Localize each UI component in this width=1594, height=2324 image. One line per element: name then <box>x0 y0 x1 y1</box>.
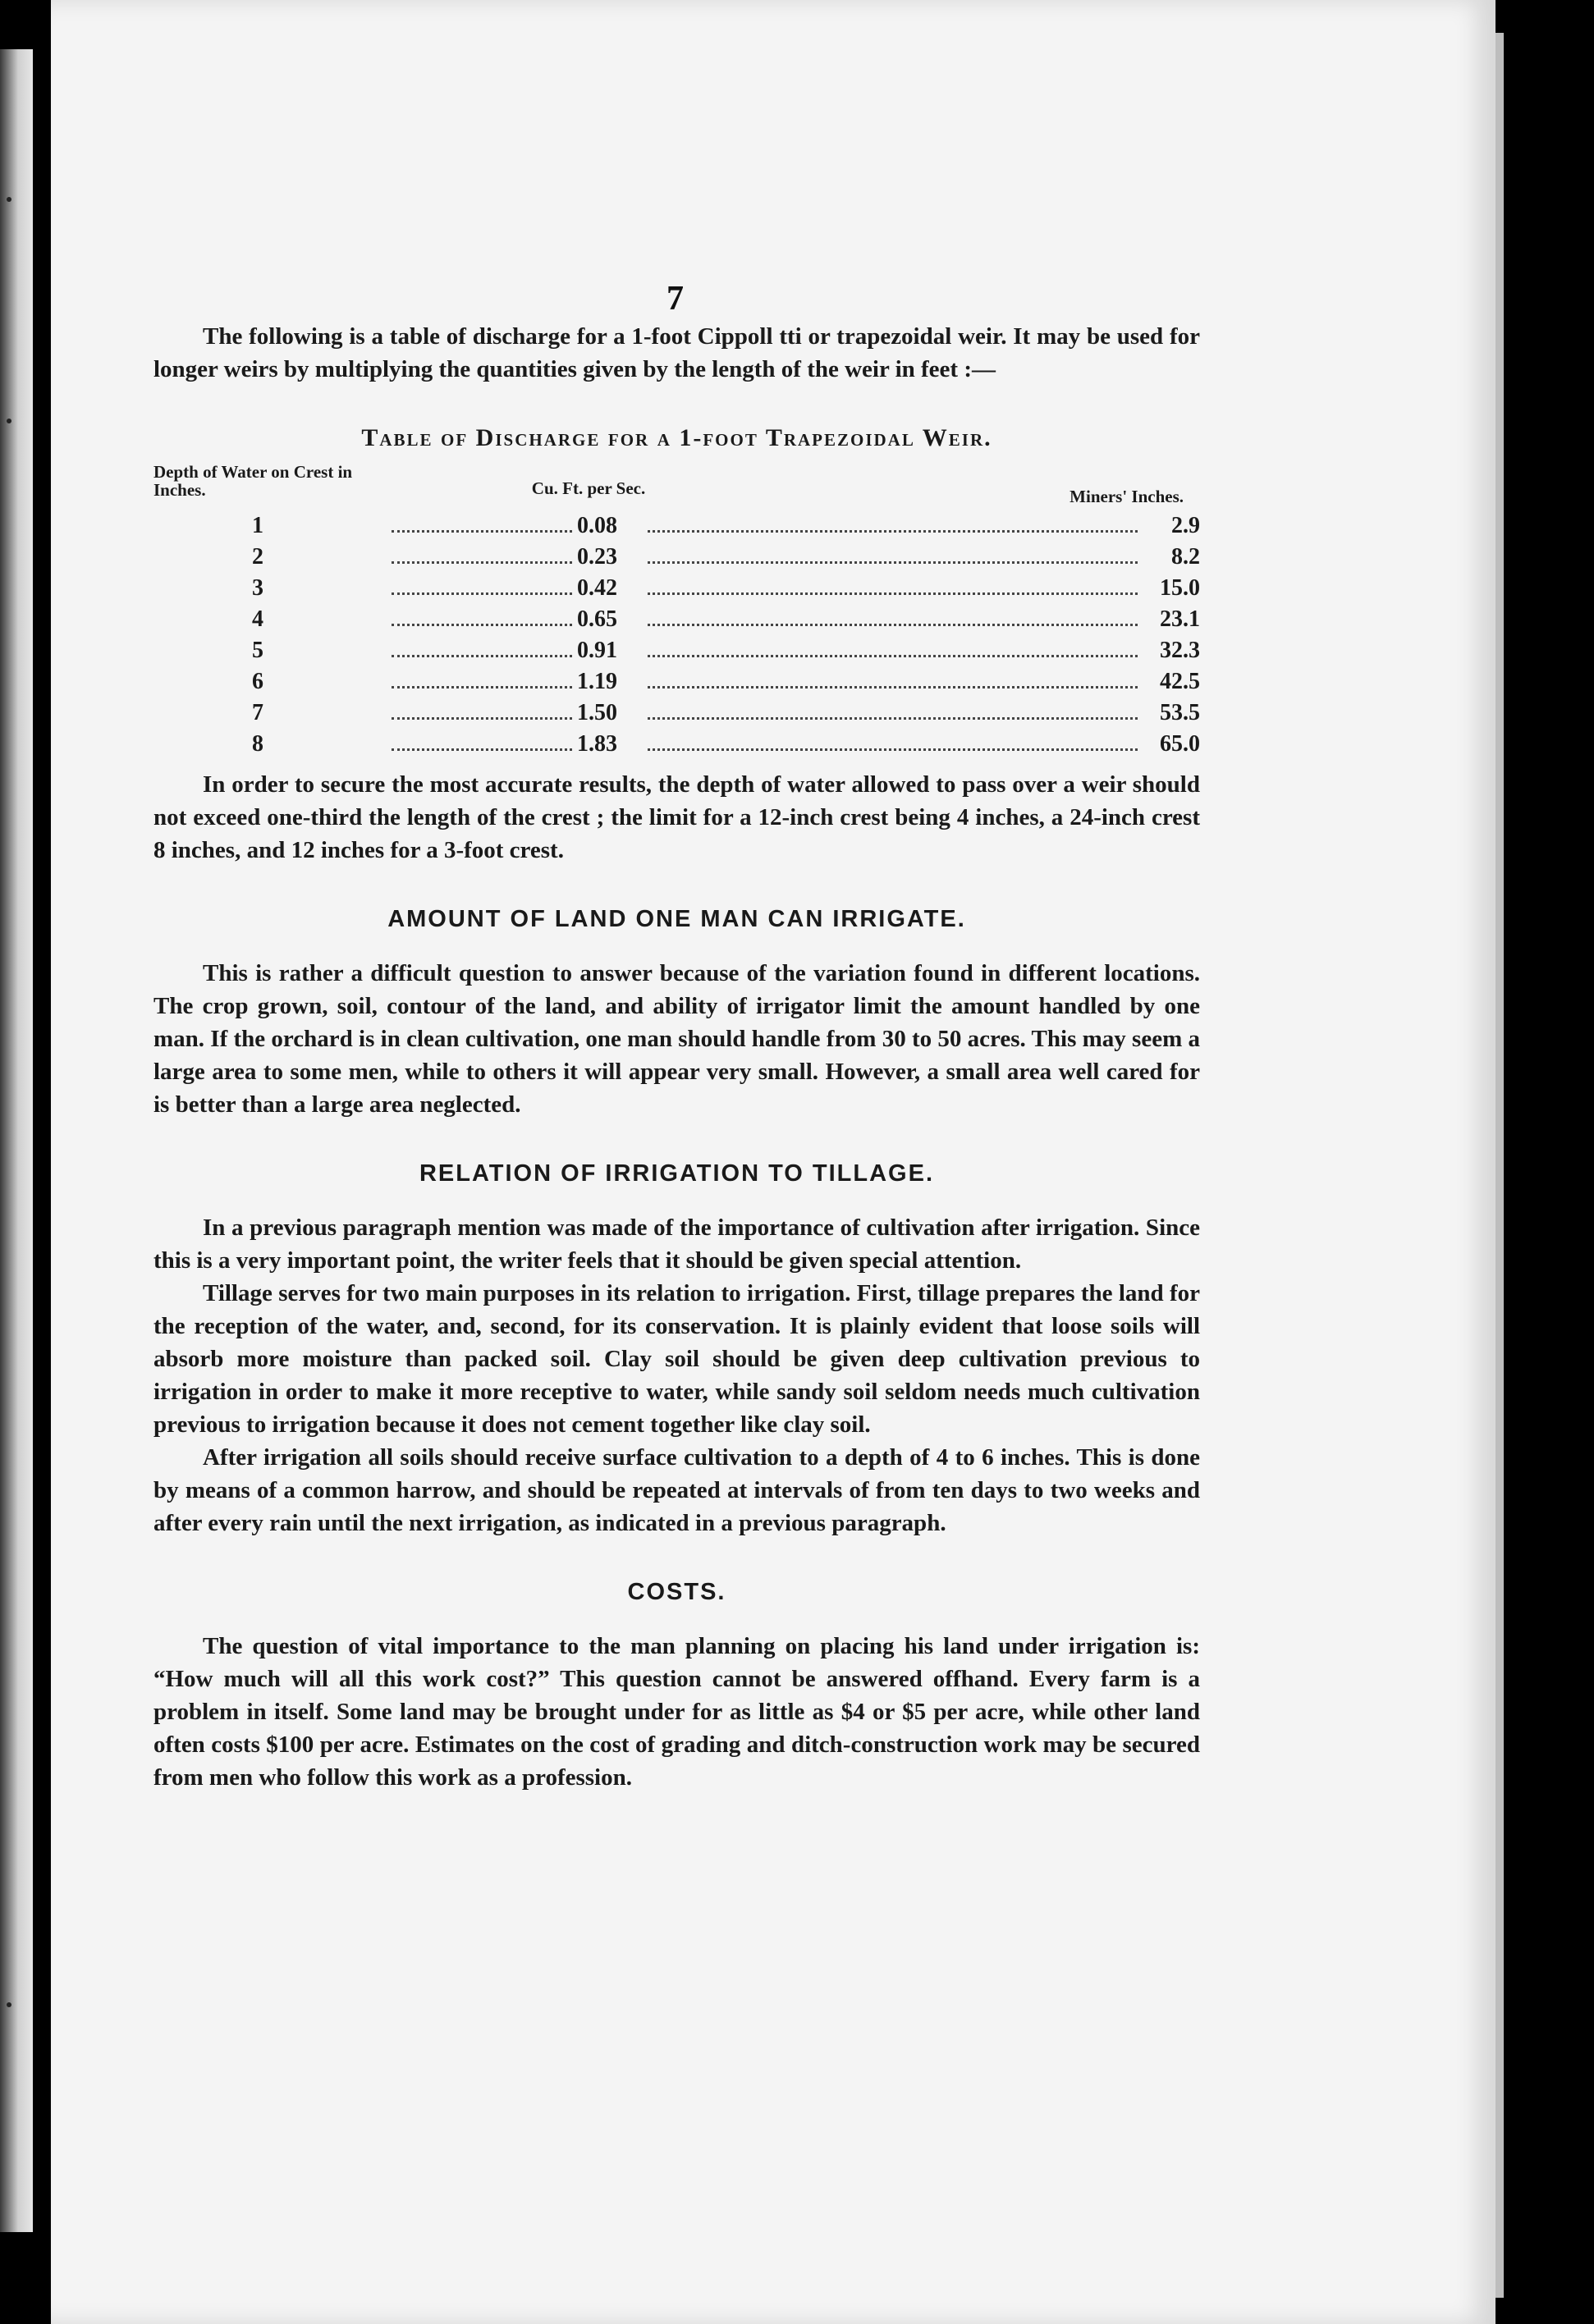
cell-miners: 32.3 <box>1160 638 1200 663</box>
table-row <box>153 604 1200 635</box>
cell-depth: 2 <box>252 544 263 570</box>
table-row <box>153 542 1200 573</box>
cell-depth: 3 <box>252 575 263 601</box>
dot-leader <box>392 686 572 689</box>
cell-depth: 4 <box>252 606 263 632</box>
document-page <box>51 0 1496 2324</box>
dot-leader <box>648 530 1138 533</box>
cell-cuft: 0.08 <box>577 513 617 538</box>
page-right-edge <box>1496 33 1504 2298</box>
dot-leader <box>648 592 1138 595</box>
cell-miners: 53.5 <box>1160 700 1200 725</box>
header-cuft: Cu. Ft. per Sec. <box>531 478 646 498</box>
cell-cuft: 1.83 <box>577 731 617 757</box>
dot-leader <box>648 561 1138 564</box>
cell-miners: 65.0 <box>1160 731 1200 757</box>
adjacent-page-edge <box>0 49 33 2232</box>
header-miners: Miners' Inches. <box>1070 487 1184 506</box>
discharge-table <box>153 510 1200 760</box>
dot-leader <box>392 624 572 626</box>
table-row <box>153 698 1200 729</box>
weir-limit-paragraph: In order to secure the most accurate results, the depth of water allowed to pass over a weir should not exceed one-third the length of the crest ; the limit for a 12-inch crest being 4 inches, a 24-inch crest 8 inches, and 12 inches for a 3-foot crest. <box>153 771 1200 863</box>
section-paragraph: In a previous paragraph mention was made of the importance of cultivation after irrigation. Since this is a very important point, the writer feels that it should be given special attention. <box>153 1215 1200 1274</box>
section-paragraph: The question of vital importance to the man planning on placing his land under irrigation is: “How much will all this work cost?” This question cannot be answered offhand. Every farm is a problem in itself. Some land may be brought under for as little as $4 or $5 per acre, while other land often costs $100 per acre. Estimates on the cost of grading and ditch-construction work may be secured from men who follow this work as a profession. <box>153 1633 1200 1791</box>
dot-leader <box>648 655 1138 657</box>
section-paragraph: After irrigation all soils should receive surface cultivation to a depth of 4 to 6 inches. This is done by means of a common harrow, and should be repeated at intervals of from ten days to two weeks and after every rain until the next irrigation, as indicated in a previous paragraph. <box>153 1444 1200 1536</box>
table-row <box>153 666 1200 698</box>
cell-cuft: 0.91 <box>577 638 617 663</box>
table-header <box>153 463 1200 506</box>
cell-cuft: 1.19 <box>577 669 617 694</box>
page-number: 7 <box>666 280 684 318</box>
cell-miners: 42.5 <box>1160 669 1200 694</box>
cell-cuft: 0.42 <box>577 575 617 601</box>
cell-miners: 8.2 <box>1171 544 1200 570</box>
scan-mark <box>7 197 11 202</box>
dot-leader <box>392 530 572 533</box>
table-row <box>153 573 1200 604</box>
table-row <box>153 510 1200 542</box>
cell-cuft: 0.23 <box>577 544 617 570</box>
dot-leader <box>392 748 572 751</box>
dot-leader <box>392 561 572 564</box>
cell-cuft: 0.65 <box>577 606 617 632</box>
cell-cuft: 1.50 <box>577 700 617 725</box>
dot-leader <box>392 717 572 720</box>
dot-leader <box>648 686 1138 689</box>
section-paragraph: This is rather a difficult question to answer because of the variation found in different locations. The crop grown, soil, contour of the land, and ability of irrigator limit the amount handled by one man. If the orchard is in clean cultivation, one man should handle from 30 to 50 acres. This may seem a large area to some men, while to others it will appear very small. However, a small area well cared for is better than a large area neglected. <box>153 960 1200 1118</box>
scan-mark <box>7 2002 11 2007</box>
cell-depth: 8 <box>252 731 263 757</box>
dot-leader <box>392 592 572 595</box>
header-depth: Depth of Water on Crest in Inches. <box>153 462 353 500</box>
section-heading-land-amount: AMOUNT OF LAND ONE MAN CAN IRRIGATE. <box>387 906 966 932</box>
scan-mark <box>7 419 11 423</box>
cell-depth: 1 <box>252 513 263 538</box>
cell-depth: 7 <box>252 700 263 725</box>
dot-leader <box>648 624 1138 626</box>
cell-miners: 2.9 <box>1171 513 1200 538</box>
cell-depth: 6 <box>252 669 263 694</box>
cell-depth: 5 <box>252 638 263 663</box>
cell-miners: 23.1 <box>1160 606 1200 632</box>
page-content <box>153 263 1200 1794</box>
dot-leader <box>392 655 572 657</box>
intro-paragraph: The following is a table of discharge for a 1-foot Cippoll tti or trapezoidal weir. It may be used for longer weirs by multiplying the quantities given by the length of the weir in feet :— <box>153 323 1200 382</box>
table-row <box>153 729 1200 760</box>
table-title: Table of Discharge for a 1-foot Trapezoidal Weir. <box>361 424 992 451</box>
section-heading-costs: COSTS. <box>627 1579 726 1605</box>
dot-leader <box>648 748 1138 751</box>
table-row <box>153 635 1200 666</box>
cell-miners: 15.0 <box>1160 575 1200 601</box>
dot-leader <box>648 717 1138 720</box>
section-heading-tillage: RELATION OF IRRIGATION TO TILLAGE. <box>419 1160 935 1187</box>
section-paragraph: Tillage serves for two main purposes in its relation to irrigation. First, tillage prepares the land for the reception of the water, and, second, for its conservation. It is plainly evident that loose soils will absorb more moisture than packed soil. Clay soil should be given deep cultivation previous to irrigation in order to make it more receptive to water, while sandy soil seldom needs much cultivation previous to irrigation because it does not cement together like clay soil. <box>153 1280 1200 1438</box>
